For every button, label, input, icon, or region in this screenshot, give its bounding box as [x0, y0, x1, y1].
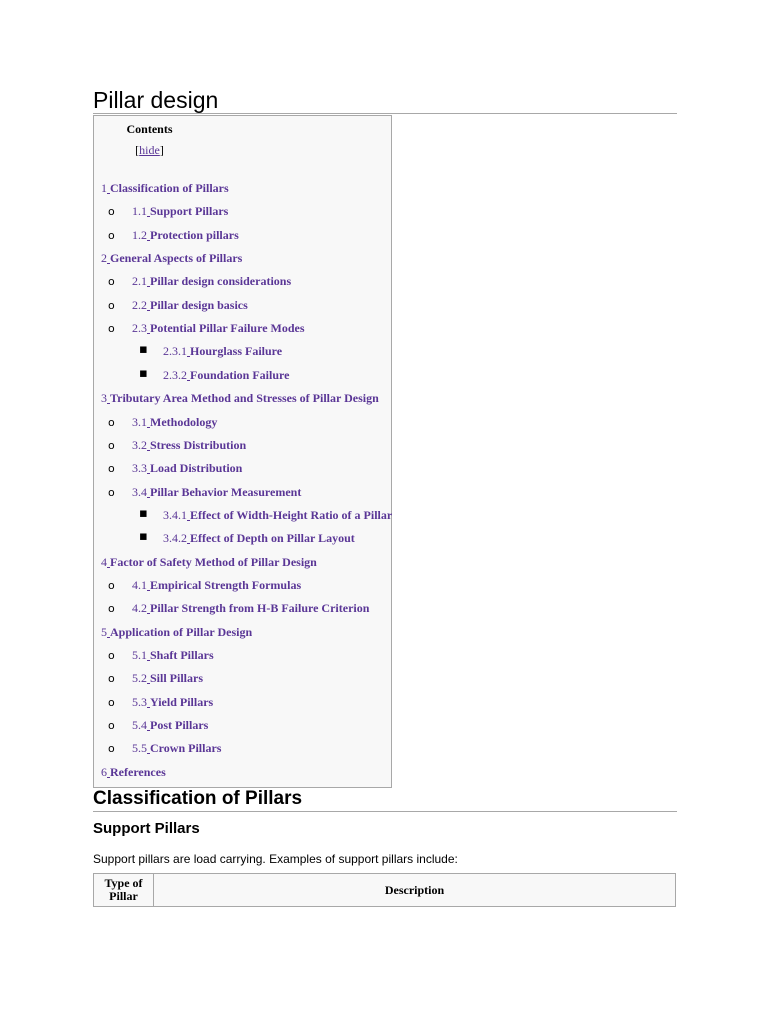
pillar-types-table — [93, 873, 676, 907]
toc-bullet-square-icon: ▪ — [139, 505, 148, 521]
toc-bullet-circle-icon: o — [108, 485, 115, 499]
page-title: Pillar design — [93, 87, 219, 113]
toc-bullet-circle-icon: o — [108, 415, 115, 429]
toc-link[interactable]: 2 General Aspects of Pillars — [101, 251, 243, 266]
toc-link[interactable]: 2.3.1 Hourglass Failure — [163, 344, 283, 359]
toc-link[interactable]: 6 References — [101, 764, 166, 779]
toc-link[interactable]: 3.2 Stress Distribution — [132, 437, 247, 452]
toc-link[interactable]: 4.1 Empirical Strength Formulas — [132, 577, 302, 592]
table-header-description: Description — [154, 874, 676, 907]
toc-title: Contents — [126, 122, 173, 136]
toc-link[interactable]: 4 Factor of Safety Method of Pillar Design — [101, 554, 317, 569]
toc-bullet-square-icon: ▪ — [139, 342, 148, 358]
toc-bullet-circle-icon: o — [108, 275, 115, 289]
toc-bullet-circle-icon: o — [108, 322, 115, 336]
toc-link[interactable]: 2.3 Potential Pillar Failure Modes — [132, 321, 305, 336]
section-divider — [93, 811, 677, 812]
toc-bullet-circle-icon: o — [108, 578, 115, 592]
toc-link[interactable]: 2.3.2 Foundation Failure — [163, 367, 290, 382]
toc-bullet-circle-icon: o — [108, 649, 115, 662]
toc-bullet-square-icon: ▪ — [139, 365, 148, 381]
toc-bullet-circle-icon: o — [108, 719, 115, 733]
toc-link[interactable]: 3.3 Load Distribution — [132, 461, 243, 476]
toc-link[interactable]: 2.2 Pillar design basics — [132, 297, 248, 312]
toc-link[interactable]: 5.2 Sill Pillars — [132, 671, 204, 686]
title-divider — [93, 113, 677, 114]
toc-link[interactable]: 1 Classification of Pillars — [101, 181, 229, 195]
toc-bullet-circle-icon: o — [108, 298, 115, 312]
toc-link[interactable]: 5.4 Post Pillars — [132, 718, 209, 733]
toc-link[interactable]: 5.3 Yield Pillars — [132, 694, 214, 709]
toc-bullet-square-icon: ▪ — [139, 529, 148, 545]
toc-link[interactable]: 2.1 Pillar design considerations — [132, 274, 292, 289]
toc-link[interactable]: 3.4.1 Effect of Width-Height Ratio of a Pillar — [163, 507, 393, 522]
toc-bullet-circle-icon: o — [108, 602, 115, 616]
toc-link[interactable]: 3 Tributary Area Method and Stresses of Pillar Design — [101, 391, 379, 406]
toc-link[interactable]: 3.4 Pillar Behavior Measurement — [132, 484, 302, 499]
toc-link[interactable]: 3.4.2 Effect of Depth on Pillar Layout — [163, 531, 355, 546]
toc-link[interactable]: 1.2 Protection pillars — [132, 227, 239, 242]
toc-link[interactable]: 1.1 Support Pillars — [132, 204, 229, 219]
toc-bullet-circle-icon: o — [108, 462, 115, 476]
toc-link[interactable]: 5 Application of Pillar Design — [101, 624, 253, 639]
toc-bullet-circle-icon: o — [108, 695, 115, 709]
toc-bullet-circle-icon: o — [108, 228, 115, 242]
intro-paragraph: Support pillars are load carrying. Examples of support pillars include: — [93, 852, 458, 866]
toc-hide-link[interactable]: hide — [139, 143, 160, 157]
table-header-type: Type of Pillar — [94, 874, 154, 907]
toc-bullet-circle-icon: o — [108, 742, 115, 756]
section-heading: Classification of Pillars — [93, 788, 303, 809]
toc-bullet-circle-icon: o — [108, 205, 115, 219]
subsection-heading: Support Pillars — [93, 820, 200, 837]
toc-link[interactable]: 5.5 Crown Pillars — [132, 741, 222, 756]
toc-bullet-circle-icon: o — [108, 672, 115, 686]
toc-link[interactable]: 5.1 Shaft Pillars — [132, 648, 214, 662]
toc-link[interactable]: 4.2 Pillar Strength from H-B Failure Criterion — [132, 601, 370, 616]
toc-link[interactable]: 3.1 Methodology — [132, 414, 218, 429]
toc-hide-toggle: [hide] — [135, 143, 164, 157]
toc-bullet-circle-icon: o — [108, 438, 115, 452]
